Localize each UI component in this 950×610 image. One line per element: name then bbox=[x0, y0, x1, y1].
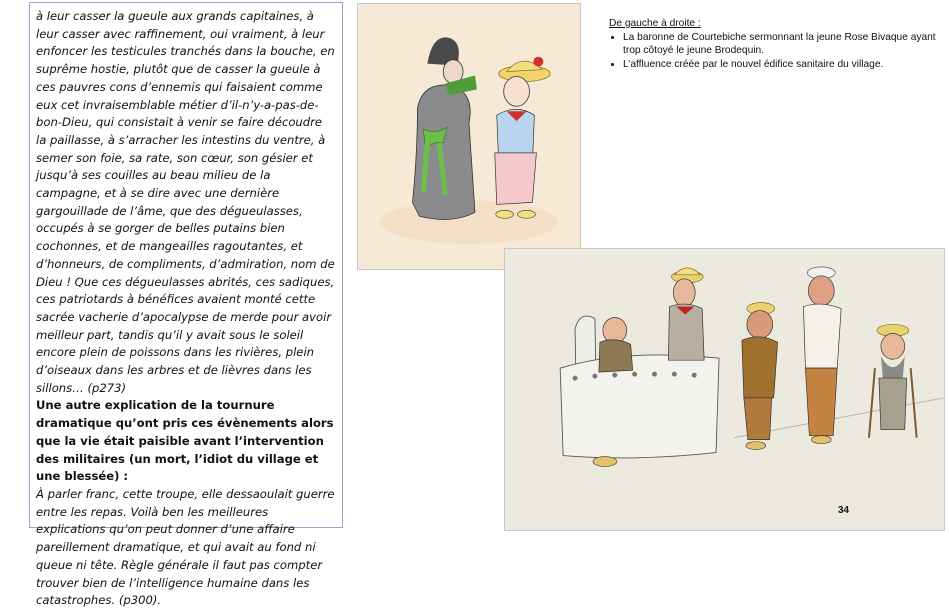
captions-title: De gauche à droite : bbox=[609, 18, 701, 29]
illustration-urinal-drawing bbox=[505, 249, 944, 530]
illustration-baroness-drawing bbox=[358, 4, 580, 269]
illustration-baroness-and-rose bbox=[357, 3, 581, 270]
quote-excerpt-2: À parler franc, cette troupe, elle dessaoulait guerre entre les repas. Voilà ben les meilleures explications qu’on peut donner d’une affaire pareillement dramatique, et qui avait au fond ni queue ni tête. Règle générale il faut pas compter trouver bien de l’intelligence humaine dans les catastrophes. (p300). bbox=[36, 486, 335, 608]
page-number: 34 bbox=[838, 505, 850, 516]
captions-list bbox=[609, 31, 939, 72]
quote-excerpt-1: à leur casser la gueule aux grands capitaines, à leur casser avec raffinement, oui vraiment, à leur enfoncer les testicules tranchés dans la bouche, en suprême hostie, plutôt que de casser la gueule à ces pauvres cons d’ennemis qui faisaient comme eux cet invraisemblable métier d’il-n’y-a-pas-de-bon-Dieu, qui consistait à venir se faire découdre la paillasse, à s’arracher les intestins du ventre, à semer son foie, sa rate, son cœur, son gésier et jusqu’à ses couilles au beau milieu de la campagne, et à se dire avec une dernière gargouillade de l’âme, que des dégueulasses, occupés à se gorger de belles putains bien cochonnes, et de mangeailles ragoutantes, et d’honneurs, de compliments, d’admiration, nom de Dieu ! Que ces dégueulasses abrités, ces sadiques, ces patriotards à bénéfices avaient monté cette sacrée vacherie d’apocalypse de merde pour avoir meilleur part, tandis qu’il y avait sous le soleil encore plein de poissons dans les rivières, plein d’oiseaux dans les arbres et de lièvres dans les sillons… (p273) bbox=[36, 9, 335, 395]
caption-item: • La baronne de Courtebiche sermonnant la jeune Rose Bivaque ayant trop côtoyé le jeune Brodequin. bbox=[623, 31, 939, 58]
illustration-urinal-crowd bbox=[504, 248, 945, 531]
caption-item: • L’affluence créée par le nouvel édifice sanitaire du village. bbox=[623, 58, 939, 72]
image-captions bbox=[609, 17, 939, 71]
section-heading: Une autre explication de la tournure dramatique qu’ont pris ces évènements alors que la vie était paisible avant l’intervention des militaires (un mort, l’idiot du village et une blessée) : bbox=[36, 398, 334, 484]
text-column bbox=[29, 2, 343, 608]
